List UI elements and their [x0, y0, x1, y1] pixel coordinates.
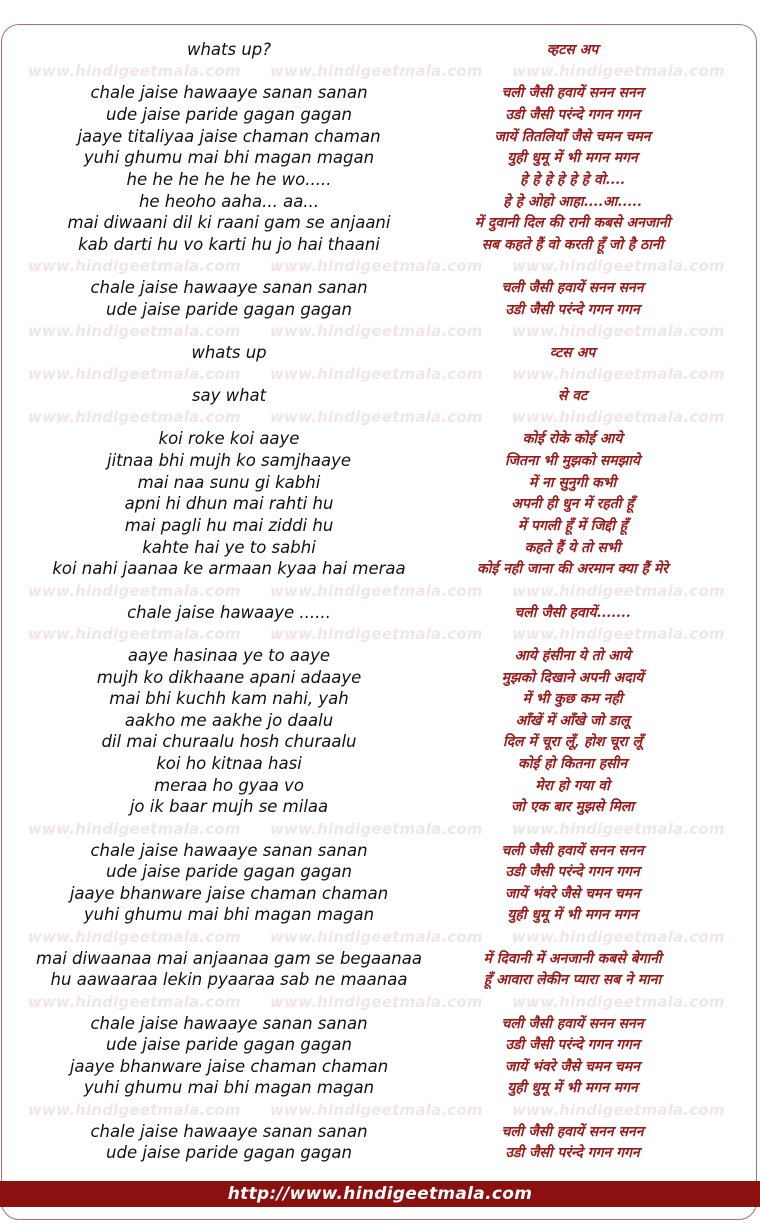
watermark: www.hindigeetmala.com [270, 928, 483, 946]
watermark: www.hindigeetmala.com [512, 322, 725, 340]
lyric-line [0, 82, 760, 104]
lyric-hindi: चली जैसी हवायें सनन सनन [501, 1124, 644, 1140]
lyric-hindi: आँखें में आँखे जो डालू [515, 713, 630, 729]
lyric-english: ude jaise paride gagan gagan [106, 1143, 352, 1162]
lyric-hindi: चली जैसी हवायें सनन सनन [501, 280, 644, 296]
lyric-english: jaaye titaliyaa jaise chaman chaman [77, 127, 381, 146]
lyric-hindi: कोई हो कितना हसीन [518, 756, 627, 772]
lyric-english: jo ik baar mujh se milaa [129, 797, 329, 816]
watermark: www.hindigeetmala.com [28, 928, 241, 946]
lyric-english: chale jaise hawaaye sanan sanan [90, 278, 368, 297]
lyric-english: he he he he he he wo..... [126, 170, 332, 189]
watermark: www.hindigeetmala.com [270, 1101, 483, 1119]
lyric-hindi: में पगली हूँ में जिद्दी हूँ [517, 518, 628, 534]
lyric-hindi: जो एक बार मुझसे मिला [511, 799, 634, 815]
lyric-hindi: चली जैसी हवायें सनन सनन [501, 85, 644, 101]
watermark-row [0, 582, 760, 602]
lyric-line [0, 731, 760, 753]
watermark-row [0, 928, 760, 948]
lyric-hindi: उडी जैसी परंन्दे गगन गगन [505, 302, 640, 318]
lyric-hindi: सब कहते हैं वो करती हूँ जो है ठानी [481, 237, 664, 253]
lyric-english: yuhi ghumu mai bhi magan magan [83, 905, 375, 924]
watermark: www.hindigeetmala.com [28, 582, 241, 600]
lyric-hindi: दिल में चूरा लूँ, होश चूरा लूँ [502, 734, 643, 750]
lyric-english: koi ho kitnaa hasi [156, 754, 302, 773]
lyric-hindi: उडी जैसी परंन्दे गगन गगन [505, 1145, 640, 1161]
watermark: www.hindigeetmala.com [28, 820, 241, 838]
watermark-row [0, 993, 760, 1013]
lyric-hindi: उडी जैसी परंन्दे गगन गगन [505, 864, 640, 880]
watermark: www.hindigeetmala.com [28, 62, 241, 80]
watermark: www.hindigeetmala.com [512, 62, 725, 80]
lyric-line [0, 428, 760, 450]
lyric-line [0, 775, 760, 797]
watermark-row [0, 820, 760, 840]
lyric-english: koi roke koi aaye [158, 429, 300, 448]
lyric-hindi: युही धुमू में भी मगन मगन [507, 150, 638, 166]
lyric-english: yuhi ghumu mai bhi magan magan [83, 1078, 375, 1097]
watermark: www.hindigeetmala.com [270, 408, 483, 426]
lyric-english: ude jaise paride gagan gagan [106, 105, 352, 124]
lyric-hindi: में दुवानी दिल की रानी कबसे अनजानी [474, 215, 671, 231]
watermark: www.hindigeetmala.com [270, 62, 483, 80]
watermark: www.hindigeetmala.com [270, 625, 483, 643]
watermark: www.hindigeetmala.com [28, 625, 241, 643]
lyric-hindi: आये हंसीना ये तो आये [514, 648, 631, 664]
lyric-hindi: मेरा हो गया वो [535, 778, 610, 794]
lyric-english: meraa ho gyaa vo [154, 776, 304, 795]
watermark: www.hindigeetmala.com [270, 322, 483, 340]
lyric-english: whats up? [186, 40, 272, 59]
lyric-english: ude jaise paride gagan gagan [106, 862, 352, 881]
lyric-line [0, 39, 760, 61]
lyric-hindi: हे हे हे हे हे हे वो.... [520, 172, 625, 188]
lyric-hindi: जायें भंवरे जैसे चमन चमन [505, 886, 640, 902]
lyric-line [0, 1056, 760, 1078]
watermark: www.hindigeetmala.com [512, 928, 725, 946]
lyric-line [0, 861, 760, 883]
lyric-english: apni hi dhun mai rahti hu [124, 494, 334, 513]
watermark: www.hindigeetmala.com [270, 257, 483, 275]
lyric-english: mai bhi kuchh kam nahi, yah [109, 689, 349, 708]
lyric-hindi: मुझको दिखाने अपनी अदायें [501, 670, 644, 686]
lyric-line [0, 688, 760, 710]
watermark: www.hindigeetmala.com [512, 582, 725, 600]
watermark-row [0, 625, 760, 645]
lyric-english: ude jaise paride gagan gagan [106, 300, 352, 319]
lyric-line [0, 169, 760, 191]
watermark: www.hindigeetmala.com [512, 257, 725, 275]
lyric-hindi: युही धुमू में भी मगन मगन [507, 1080, 638, 1096]
lyric-line [0, 472, 760, 494]
lyric-line [0, 191, 760, 213]
watermark: www.hindigeetmala.com [270, 993, 483, 1011]
watermark: www.hindigeetmala.com [28, 365, 241, 383]
lyric-english: chale jaise hawaaye sanan sanan [90, 83, 368, 102]
lyric-english: kahte hai ye to sabhi [142, 538, 316, 557]
lyric-english: mai pagli hu mai ziddi hu [124, 516, 334, 535]
watermark-row [0, 365, 760, 385]
lyric-english: chale jaise hawaaye sanan sanan [90, 841, 368, 860]
lyric-hindi: जायें भंवरे जैसे चमन चमन [505, 1059, 640, 1075]
lyric-hindi: व्हटस अप [546, 42, 599, 58]
lyric-english: mai diwaanaa mai anjaanaa gam se begaanaa [36, 949, 422, 968]
lyric-english: kab darti hu vo karti hu jo hai thaani [78, 235, 380, 254]
lyric-hindi: कोई रोके कोई आये [522, 431, 623, 447]
watermark: www.hindigeetmala.com [512, 365, 725, 383]
lyric-line [0, 904, 760, 926]
lyric-line [0, 450, 760, 472]
lyric-english: aaye hasinaa ye to aaye [127, 646, 331, 665]
lyric-hindi: हे हे ओहो आहा....आ..... [503, 194, 642, 210]
lyric-hindi: व्टस अप [549, 345, 596, 361]
watermark-row [0, 257, 760, 277]
lyric-english: yuhi ghumu mai bhi magan magan [83, 148, 375, 167]
watermark: www.hindigeetmala.com [28, 322, 241, 340]
lyric-line [0, 126, 760, 148]
watermark-row [0, 1101, 760, 1121]
lyric-line [0, 493, 760, 515]
lyric-line [0, 342, 760, 364]
watermark-row [0, 62, 760, 82]
lyric-hindi: से वट [557, 388, 588, 404]
lyric-english: chale jaise hawaaye sanan sanan [90, 1014, 368, 1033]
lyric-hindi: चली जैसी हवायें....... [514, 605, 631, 621]
lyric-line [0, 515, 760, 537]
watermark: www.hindigeetmala.com [512, 625, 725, 643]
lyric-line [0, 277, 760, 299]
lyric-line [0, 537, 760, 559]
lyric-hindi: हूँ आवारा लेकीन प्यारा सब ने माना [483, 972, 662, 988]
watermark: www.hindigeetmala.com [512, 1101, 725, 1119]
lyric-line [0, 558, 760, 580]
watermark: www.hindigeetmala.com [512, 820, 725, 838]
lyric-line [0, 299, 760, 321]
watermark: www.hindigeetmala.com [512, 993, 725, 1011]
watermark: www.hindigeetmala.com [28, 1101, 241, 1119]
lyric-line [0, 1121, 760, 1143]
lyric-hindi: युही धुमू में भी मगन मगन [507, 907, 638, 923]
lyric-english: hu aawaaraa lekin pyaaraa sab ne maanaa [50, 970, 408, 989]
lyric-hindi: उडी जैसी परंन्दे गगन गगन [505, 107, 640, 123]
lyric-english: mai naa sunu gi kabhi [137, 473, 321, 492]
lyric-hindi: में दिवानी में अनजानी कबसे बेगानी [483, 951, 662, 967]
lyric-hindi: में ना सुनुगी कभी [528, 475, 617, 491]
lyric-hindi: उडी जैसी परंन्दे गगन गगन [505, 1037, 640, 1053]
lyric-line [0, 948, 760, 970]
lyric-english: whats up [191, 343, 267, 362]
lyric-line [0, 796, 760, 818]
lyric-english: ude jaise paride gagan gagan [106, 1035, 352, 1054]
lyric-english: jaaye bhanware jaise chaman chaman [69, 1057, 389, 1076]
lyric-hindi: चली जैसी हवायें सनन सनन [501, 843, 644, 859]
lyric-line [0, 602, 760, 624]
watermark: www.hindigeetmala.com [28, 408, 241, 426]
lyric-english: koi nahi jaanaa ke armaan kyaa hai meraa [52, 559, 406, 578]
watermark: www.hindigeetmala.com [270, 582, 483, 600]
lyric-line [0, 840, 760, 862]
lyric-line [0, 104, 760, 126]
watermark: www.hindigeetmala.com [270, 820, 483, 838]
watermark: www.hindigeetmala.com [270, 365, 483, 383]
lyric-english: chale jaise hawaaye ...... [127, 603, 331, 622]
watermark-row [0, 408, 760, 428]
footer-url-link[interactable]: http://www.hindigeetmala.com [227, 1184, 533, 1204]
lyric-line [0, 212, 760, 234]
lyric-hindi: जितना भी मुझको समझाये [505, 453, 640, 469]
lyric-english: he heoho aaha... aa... [138, 192, 320, 211]
watermark-row [0, 322, 760, 342]
lyric-line [0, 969, 760, 991]
lyric-line [0, 883, 760, 905]
lyric-hindi: जायें तितलियाँ जैसे चमन चमन [494, 129, 651, 145]
lyric-english: jaaye bhanware jaise chaman chaman [69, 884, 389, 903]
lyric-english: aakho me aakhe jo daalu [124, 711, 334, 730]
lyric-line [0, 1034, 760, 1056]
lyric-line [0, 753, 760, 775]
lyric-hindi: कोई नही जाना की अरमान क्या हैं मेरे [477, 561, 668, 577]
lyric-line [0, 1077, 760, 1099]
lyric-hindi: अपनी ही धुन में रहती हूँ [511, 496, 634, 512]
lyric-english: dil mai churaalu hosh churaalu [101, 732, 357, 751]
lyric-english: say what [191, 386, 267, 405]
watermark: www.hindigeetmala.com [512, 408, 725, 426]
lyric-line [0, 710, 760, 732]
lyric-hindi: कहते हैं ये तो सभी [524, 540, 621, 556]
lyric-line [0, 385, 760, 407]
watermark: www.hindigeetmala.com [28, 257, 241, 275]
lyric-line [0, 1142, 760, 1164]
lyric-line [0, 1013, 760, 1035]
lyric-hindi: चली जैसी हवायें सनन सनन [501, 1016, 644, 1032]
lyric-english: mai diwaani dil ki raani gam se anjaani [67, 213, 391, 232]
lyric-line [0, 667, 760, 689]
watermark: www.hindigeetmala.com [28, 993, 241, 1011]
lyric-line [0, 147, 760, 169]
lyric-english: chale jaise hawaaye sanan sanan [90, 1122, 368, 1141]
lyric-english: mujh ko dikhaane apani adaaye [96, 668, 362, 687]
lyric-line [0, 645, 760, 667]
lyric-line [0, 234, 760, 256]
lyric-english: jitnaa bhi mujh ko samjhaaye [107, 451, 351, 470]
lyric-hindi: में भी कुछ कम नही [522, 691, 623, 707]
